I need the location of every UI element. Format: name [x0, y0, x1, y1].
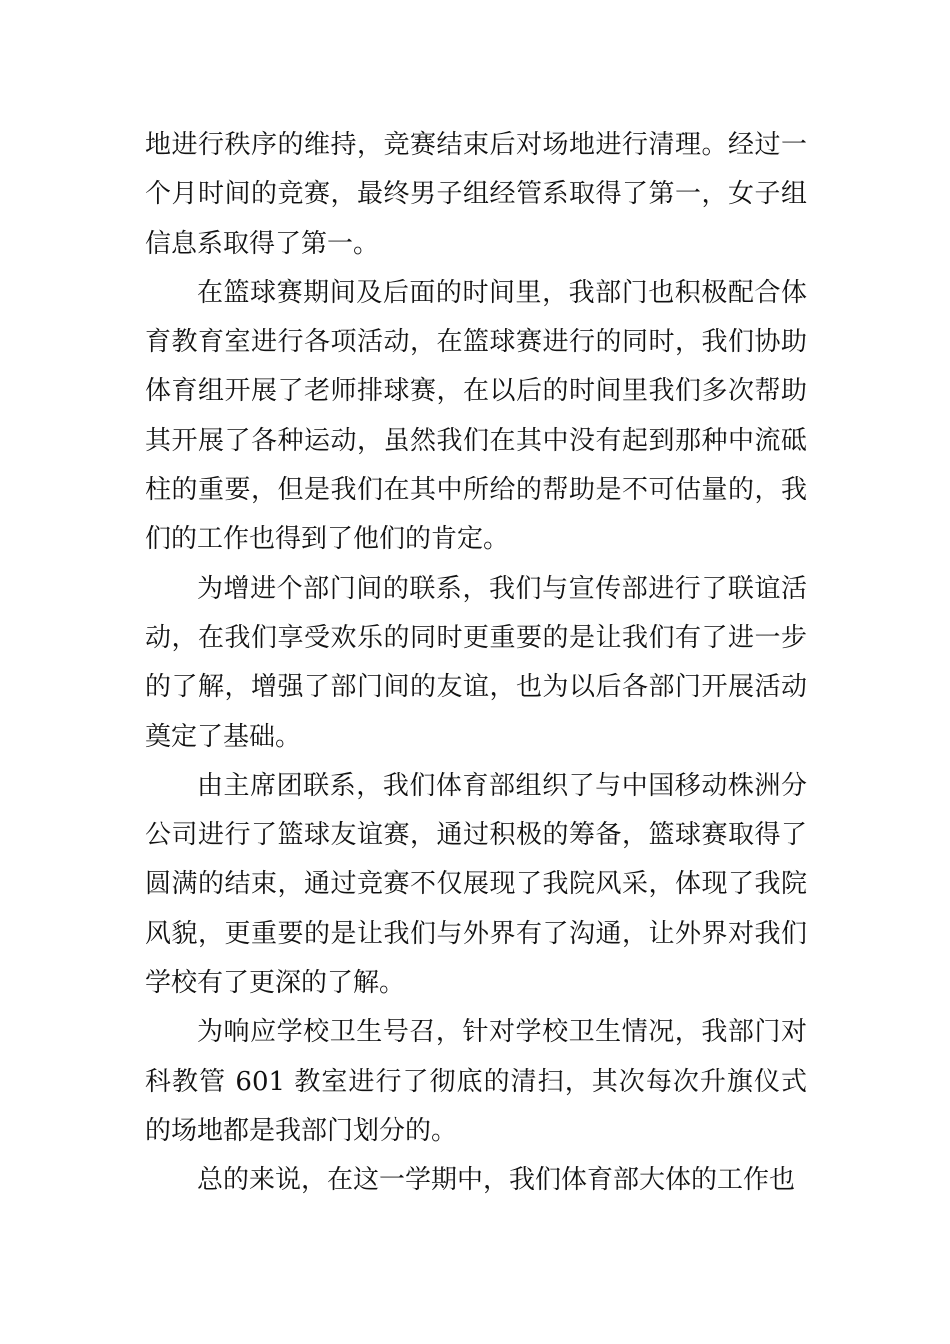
document-body — [145, 121, 807, 1206]
paragraph-basketball-support: 在篮球赛期间及后面的时间里，我部门也积极配合体育教育室进行各项活动，在篮球赛进行的同时，我们协助体育组开展了老师排球赛，在以后的时间里我们多次帮助其开展了各种运动，虽然我们在其中没有起到那种中流砥柱的重要，但是我们在其中所给的帮助是不可估量的，我们的工作也得到了他们的肯定。 — [145, 277, 807, 555]
paragraph-summary: 总的来说，在这一学期中，我们体育部大体的工作也 — [197, 1165, 796, 1196]
paragraph-hygiene: 为响应学校卫生号召，针对学校卫生情况，我部门对科教管 601 教室进行了彻底的清扫，其次每次升旗仪式的场地都是我部门划分的。 — [145, 1017, 807, 1146]
paragraph-department-friendship: 为增进个部门间的联系，我们与宣传部进行了联谊活动，在我们享受欢乐的同时更重要的是让我们有了进一步的了解，增强了部门间的友谊，也为以后各部门开展活动奠定了基础。 — [145, 573, 807, 752]
paragraph-china-mobile-match: 由主席团联系，我们体育部组织了与中国移动株洲分公司进行了篮球友谊赛，通过积极的筹备，篮球赛取得了圆满的结束，通过竞赛不仅展现了我院风采，体现了我院风貌，更重要的是让我们与外界有了沟通，让外界对我们学校有了更深的了解。 — [145, 770, 807, 999]
paragraph-continuation: 地进行秩序的维持，竞赛结束后对场地进行清理。经过一个月时间的竞赛，最终男子组经管系取得了第一，女子组信息系取得了第一。 — [145, 130, 807, 259]
